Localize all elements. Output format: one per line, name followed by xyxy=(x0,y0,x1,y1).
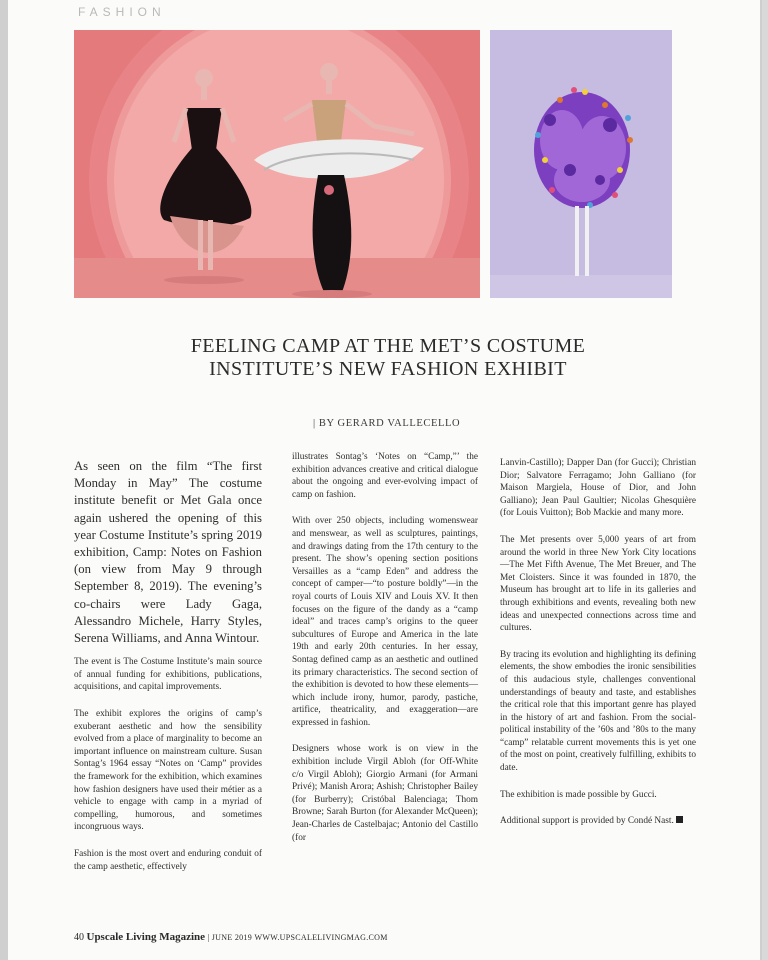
paragraph: The exhibit explores the origins of camp’s exuberant aesthetic and how the sensibility evolved from a place of marginality to become an important influence on mainstream culture. Susan Sontag’s 1964 essay “Notes on ‘Camp” provides the framework for the exhibition, which examines how fashion designers have used their métier as a vehicle to engage with camp in a myriad of compelling, humorous, and sometimes incongruous ways. xyxy=(74,709,262,833)
section-label: FASHION xyxy=(78,5,166,19)
paragraph: The exhibition is made possible by Gucci. xyxy=(500,789,657,800)
paragraph: Designers whose work is on view in the exhibition include Virgil Abloh (for Off-White c/o Virgil Abloh); Giorgio Armani (for Armani Privé); Manish Arora; Ashish; Christopher Bailey (for Burberry); Cristóbal Balenciaga; Thom Browne; Sarah Burton (for Alexander McQueen); Jean-Charles de Castelbajac; Antonio del Castillo (for xyxy=(292,744,478,843)
paragraph-final xyxy=(500,815,696,828)
title-line-2: INSTITUTE’S NEW FASHION EXHIBIT xyxy=(209,358,567,380)
column-3 xyxy=(500,457,696,842)
paragraph: With over 250 objects, including womenswear and menswear, as well as sculptures, paintings, and drawings dating from the 17th century to the present. The show’s opening section positions Versailles as a “camp Eden” and address the concept of camper—“to posture boldly”—in the royal courts of Louis XIV and Louis XV. It then focuses on the figure of the dandy as a “camp ideal” and traces camp’s origins to the queer subcultures of Europe and America in the late 19th and early 20th centuries. In her essay, Sontag defined camp as an aesthetic and outlined its primary characteristics. The second section of the exhibition is devoted to how these elements—which include irony, humor, parody, pastiche, artifice, theatricality, and exaggeration—are expressed in fashion. xyxy=(292,516,478,728)
column-2 xyxy=(292,451,478,858)
butterfly-dress-illustration xyxy=(490,30,672,298)
magazine-page xyxy=(8,0,760,960)
lead-paragraph: As seen on the film “The first Monday in May” The costume institute benefit or Met Gala once again ushered the opening of this year Costume Institute’s spring 2019 exhibition, Camp: Notes on Fashion (on view from May 9 through September 8, 2019). The evening’s co-chairs were Lady Gaga, Alessandro Michele, Harry Styles, Serena Williams, and Anna Wintour. xyxy=(74,459,262,646)
paragraph: The Met presents over 5,000 years of art from around the world in three New York City locations—The Met Fifth Avenue, The Met Breuer, and The Met Cloisters. Since it was founded in 1870, the Museum has brought art to life in its galleries and through exhibitions and events, revealing both new ideas and unexpected connections across time and cultures. xyxy=(500,534,696,634)
page-footer xyxy=(74,931,388,943)
magazine-name: Upscale Living Magazine xyxy=(86,931,206,943)
paragraph: The event is The Costume Institute’s main source of annual funding for exhibitions, publications, acquisitions, and capital improvements. xyxy=(74,657,262,693)
title-line-1: FEELING CAMP AT THE MET’S COSTUME xyxy=(190,335,586,357)
issue-date: | JUNE 2019 xyxy=(207,933,253,942)
website-url: WWW.UPSCALELIVINGMAG.COM xyxy=(254,933,388,942)
column-1 xyxy=(74,458,262,887)
page-edge xyxy=(762,0,768,960)
paragraph: By tracing its evolution and highlighting its defining elements, the show embodies the ironic sensibilities of this audacious style, challenges conventional understandings of beauty and taste, and establishes the critical role that this important genre has played in the history of art and fashion. From the social-political instability of the ’60s and ’80s to the many “camp” relatable current movements this is yet one of the most on point, creatively fulfilling, exhibits to date. xyxy=(500,649,696,774)
end-mark-icon xyxy=(676,816,683,823)
byline: | BY GERARD VALLECELLO xyxy=(313,418,461,429)
paragraph-text: Additional support is provided by Condé Nast. xyxy=(500,816,674,827)
mannequins-illustration xyxy=(74,30,480,298)
paragraph: Fashion is the most overt and enduring conduit of the camp aesthetic, effectively xyxy=(74,848,262,872)
article-title xyxy=(78,335,698,381)
paragraph: illustrates Sontag’s ‘Notes on “Camp,”’ the exhibition advances creative and critical dialogue about the ongoing and ever-evolving impact of camp on fashion. xyxy=(292,452,478,500)
exhibit-photo-round-window xyxy=(74,30,480,298)
page-number: 40 xyxy=(74,932,84,943)
paragraph: Lanvin-Castillo); Dapper Dan (for Gucci); Christian Dior; Salvatore Ferragamo; John Galliano (for Maison Margiela, House of Dior, and John Galliano); Jean Paul Gaultier; Nicolas Ghesquière (for Louis Vuitton); Bob Mackie and many more. xyxy=(500,458,696,519)
exhibit-photo-butterfly-dress xyxy=(490,30,672,298)
